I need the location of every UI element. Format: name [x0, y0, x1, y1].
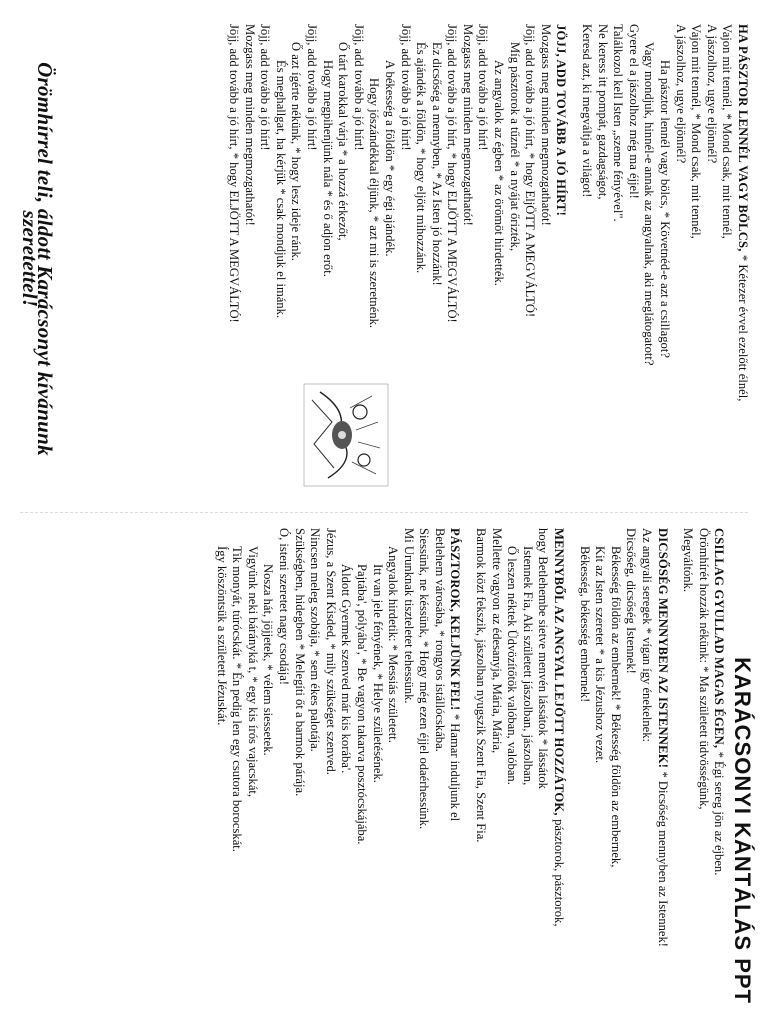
lyric-line: [703, 24, 719, 494]
lyric-text: Jöjj, add tovább a jó hírt, * hogy ELJÖTT A MEGVÁLTÓ!: [227, 24, 241, 323]
lyric-line: [353, 528, 369, 1012]
lyric-text: Mozgass meg minden megmozgathatót!: [538, 24, 553, 226]
lyric-line: [625, 24, 641, 494]
lyric-text: Nincsen meleg szobája, * sem ékes palotája.: [308, 528, 323, 752]
lyric-text: Vigyünk neki bárányká t, * egy kis írós vajacskát,: [245, 546, 260, 798]
christmas-greeting: Örömhírrel teli, áldott Karácsonyt kívánunk szeretettel!: [17, 62, 58, 456]
lyric-line: [213, 528, 229, 1012]
lyric-text: Szükségben, hidegben * Melegíti őt a barmok párája.: [292, 528, 307, 797]
lyric-text: Hogy megpihenjünk nála * és ő adjon erőt.: [320, 60, 335, 277]
lyric-text: Békesség, békesség embernek!: [577, 546, 592, 703]
lyric-line: [413, 24, 429, 494]
lyric-text: És meghallgat, ha kérjük * csak mondjuk el imánk.: [273, 60, 288, 319]
lyric-text: pásztorok, pásztorok,: [552, 819, 567, 927]
song-dicsoseg-mennyben: [576, 528, 670, 1012]
lyric-text: Mozgass meg minden megmozgathatót!: [460, 24, 475, 226]
lyric-line: [488, 528, 504, 1012]
lyric-line: [241, 24, 257, 494]
song-heading: CSILLAG GYULLAD MAGAS ÉGEN,: [712, 528, 727, 752]
lyric-text: Jöjj, add tovább a jó hírt!: [351, 24, 366, 151]
lyric-line: [578, 24, 594, 494]
lyric-line: [654, 528, 670, 1012]
lyric-text: Pajtába', pólyába', * Be vagyon takarva posztócskájába.: [354, 564, 369, 845]
song-heading: MENNYBŐL AZ ANGYAL LEJÖTT HOZZÁTOK,: [552, 528, 567, 820]
lyric-text: * Dicsőség mennyben az Istennek!: [655, 771, 670, 947]
lyric-text: Ne keress itt pompát, gazdagságot,: [595, 24, 610, 200]
lyric-line: [688, 24, 704, 494]
lyric-line: [672, 24, 688, 494]
lyric-line: [275, 528, 291, 1012]
lyric-text: Az angyalok az égben * az örömöt hirdették.: [492, 60, 507, 286]
left-column: [15, 24, 750, 494]
lyric-text: Angyalok hirdetik: * Messiás született.: [386, 546, 401, 743]
lyric-line: [719, 24, 735, 494]
lyric-text: Jöjj, add tovább a jó hírt!: [258, 24, 273, 151]
lyric-text: Hogy jószándékkal éljünk, * azt mi is szeretnénk.: [367, 78, 382, 329]
page-title: KARÁCSONYI KÁNTÁLÁS PPT: [730, 657, 755, 1004]
lyric-line: [656, 24, 672, 494]
lyric-text: Jöjj, add tovább a jó hírt, * hogy ELJÖTT A MEGVÁLTÓ!: [445, 24, 460, 323]
lyric-text: Dicsőség, dicsőség Istennek!: [624, 528, 639, 674]
song-ha-pasztor: [578, 24, 750, 494]
nativity-illustration: [302, 382, 390, 488]
lyric-text: Keresd azt, ki megváltja a világot!: [580, 24, 595, 198]
lyric-text: Kit az Isten szeretet * a kis Jézushoz vezet.: [593, 546, 608, 764]
lyric-text: Ha pásztor lennél vagy bölcs, * Követnéd-e azt a csillagot?: [658, 60, 673, 358]
song-heading: HA PÁSZTOR LENNÉL VAGY BÖLCS,: [736, 24, 750, 255]
lyric-line: [272, 24, 288, 494]
song-jojj-add-tovabb: [225, 24, 568, 494]
lyric-text: hogy Betlehembe sietve menvén lássátok * lássátok: [536, 528, 551, 789]
lyric-line: [229, 528, 245, 1012]
fold-line: [20, 512, 748, 513]
lyric-text: Jöjj, add tovább a jó hírt, * hogy EljÖTT A MEGVÁLTÓ!: [523, 24, 538, 318]
lyric-text: A békesség a földön * egy égi ajándék.: [382, 60, 397, 257]
lyric-line: [260, 528, 276, 1012]
lyric-text: Barmok közt fekszik, jászolban nyugszik Szent Fia, Szent Fia.: [474, 528, 489, 843]
lyric-line: [447, 528, 463, 1012]
lyric-text: * Kétezer évvel ezelőtt élnél,: [736, 254, 750, 402]
lyric-line: [431, 528, 447, 1012]
lyric-text: Itt van jele fényének, * Helye születésének.: [370, 564, 385, 783]
lyric-text: * Égi sereg jön az éjben.: [712, 751, 727, 876]
lyric-text: Így köszöntsük a született Jézuskát.: [214, 546, 229, 726]
song-heading: DICSŐSÉG MENNYBEN AZ ISTENNEK!: [655, 528, 670, 772]
lyric-text: * Hamar induljunk el: [448, 713, 463, 822]
lyric-line: [610, 24, 626, 494]
lyric-line: [680, 528, 696, 1012]
lyric-line: [385, 528, 401, 1012]
lyric-line: [695, 528, 711, 1012]
lyric-text: Ez dicsőség a mennyben, * Az Isten jó hozzánk!: [429, 42, 444, 286]
lyric-line: [322, 528, 338, 1012]
lyric-line: [594, 24, 610, 494]
lyric-text: És ajándék a földön, * hogy eljött mihozzánk.: [414, 42, 429, 274]
lyric-text: Mi Urunknak tiszteletet tehessünk.: [401, 528, 416, 704]
lyric-line: [607, 528, 623, 1012]
lyric-line: [641, 24, 657, 494]
lyric-text: Ő tárt karokkal várja * a hozzá érkezőt,: [336, 42, 351, 241]
lyric-text: Istennek Fia, Aki született jászolban, jászolban,: [520, 546, 535, 786]
lyric-line: [519, 528, 535, 1012]
lyric-line: [416, 528, 432, 1012]
lyric-line: [522, 24, 538, 494]
lyric-text: Áldott Gyermek szenved már kis korába'.: [339, 564, 354, 774]
lyric-line: [576, 528, 592, 1012]
song-mennybol-az-angyal: [473, 528, 567, 1012]
lyric-line: [491, 24, 507, 494]
lyric-text: Örömhírét hozzák nékünk: * Ma született üdvösségünk,: [696, 528, 711, 810]
lyric-text: Jézus, a Szent Kisded, * mily szükséget szenved.: [323, 528, 338, 775]
lyric-text: Találkozol kell Isten „szeme fényével".: [611, 24, 626, 222]
lyric-text: Jöjj, add tovább a jó hírt!: [304, 24, 319, 151]
lyric-text: Békesség földön az embernek! * Békesség földön az embernek,: [608, 546, 623, 868]
lyric-text: Mellette vagyon az édesanyja, Mária, Mária,: [489, 528, 504, 754]
lyric-line: [734, 24, 750, 494]
lyric-line: [592, 528, 608, 1012]
lyric-line: [638, 528, 654, 1012]
lyric-text: Ő azt ígérte nékünk, * hogy lesz ideje ránk.: [289, 42, 304, 261]
lyric-text: A jászolhoz, ugye eljönnél?: [673, 24, 688, 164]
lyric-text: Ő leszen néktek Üdvözítőtök valóban, valóban.: [505, 546, 520, 785]
lyric-line: [307, 528, 323, 1012]
lyric-text: Ó, isteni szeretet nagy csodája!: [276, 528, 291, 686]
lyric-text: Jöjj, add tovább a jó hírt!: [476, 24, 491, 151]
lyric-line: [473, 528, 489, 1012]
lyric-line: [535, 528, 551, 1012]
lyric-line: [537, 24, 553, 494]
lyric-text: Az angyali seregek * vígan így énekelnek:: [640, 528, 655, 743]
lyric-text: Tik monyát, túrócskát. * Én pedig len egy csutora borocskát.: [230, 546, 245, 852]
lyric-line: [444, 24, 460, 494]
lyric-text: Vajon mit tennél, * Mond csak, mit tennél,: [689, 24, 704, 239]
lyric-text: Mozgass meg minden megmozgathatót!: [242, 24, 257, 226]
lyric-line: [504, 528, 520, 1012]
lyric-line: [711, 528, 727, 1012]
lyric-line: [428, 24, 444, 494]
lyric-text: Gyere el a jászolhoz még ma éjjel!: [626, 24, 641, 199]
lyric-line: [623, 528, 639, 1012]
lyric-text: Betlehem városába, * rongyos istállócskába.: [432, 528, 447, 752]
lyric-line: [369, 528, 385, 1012]
lyric-line: [506, 24, 522, 494]
lyric-text: Megváltónk.: [681, 528, 696, 593]
lyric-line: [257, 24, 273, 494]
lyric-text: Nosza hát, jöjjetek, * vélem siessetek.: [261, 564, 276, 756]
lyric-line: [397, 24, 413, 494]
lyric-line: [338, 528, 354, 1012]
right-column: [15, 528, 755, 1012]
song-pasztorok-keljunk-fel: [213, 528, 463, 1012]
song-heading: JÖJJ, ADD TOVÁBB A JÓ HÍRT!: [554, 24, 569, 217]
lyric-line: [459, 24, 475, 494]
lyric-text: Jöjj, add tovább a jó hírt!: [398, 24, 413, 151]
lyric-line: [475, 24, 491, 494]
lyric-line: [400, 528, 416, 1012]
lyric-text: Vajon mit tennél, * Mond csak, mit tennél,: [720, 24, 735, 239]
lyric-text: Míg pásztorok a tűznél * a nyájat őrizték,: [507, 42, 522, 252]
lyric-line: [550, 528, 566, 1012]
lyric-text: Vagy mondjuk, hinnél-e annak az angyalnak, aki meglátogatott?: [642, 42, 657, 366]
lyric-text: A jászolhoz, ugye eljönnél?: [704, 24, 719, 164]
lyric-line: [291, 528, 307, 1012]
lyric-text: Siessünk, ne késsünk, * Hogy még ezen éjjel odaérhessünk.: [417, 528, 432, 830]
lyric-line: [225, 24, 241, 494]
song-csillag-gyullad: [680, 528, 727, 1012]
lyric-line: [244, 528, 260, 1012]
song-heading: PÁSZTOROK, KELJÜNK FEL!: [448, 528, 463, 714]
